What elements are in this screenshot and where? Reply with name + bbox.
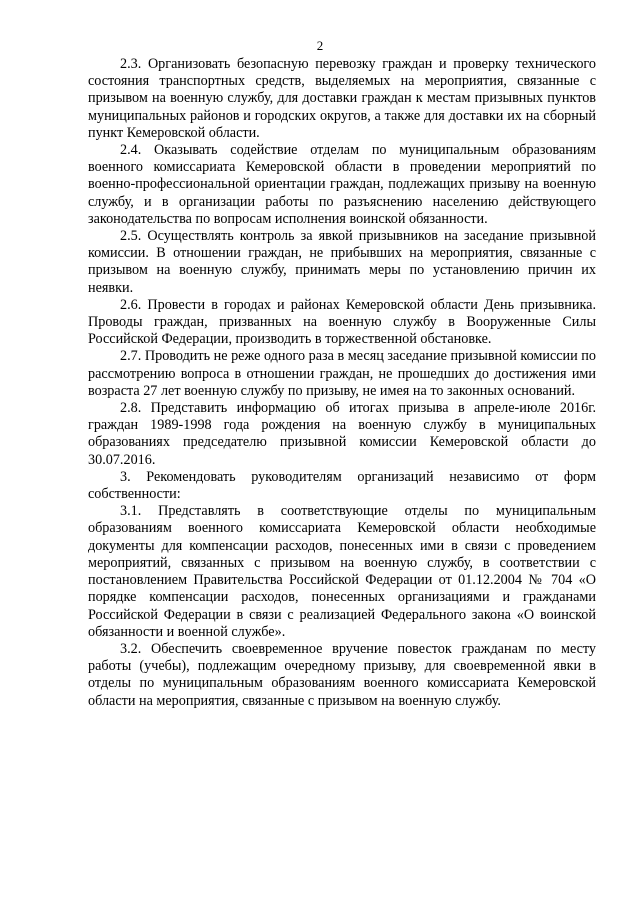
paragraph-2-8: 2.8. Представить информацию об итогах призыва в апреле-июле 2016г. граждан 1989-1998 года рождения на военную службу в муниципальных образованиях председателю призывной комиссии Кемеровской области до 30.07.2016. <box>88 400 596 468</box>
page-number: 2 <box>316 38 324 53</box>
paragraph-2-6: 2.6. Провести в городах и районах Кемеровской области День призывника. Проводы граждан, призванных на военную службу в Вооруженные Силы Российской Федерации, производить в торжественной обстановке. <box>88 296 596 348</box>
paragraph-2-4: 2.4. Оказывать содействие отделам по муниципальным образованиям военного комиссариата Кемеровской области в проведении мероприятий по военно-профессиональной ориентации граждан, подлежащих призыву на военную службу, и в организации работы по разъяснению населению действующего законодательства по вопросам исполнения воинской обязанности. <box>88 142 596 227</box>
paragraph-2-5: 2.5. Осуществлять контроль за явкой призывников на заседание призывной комиссии. В отношении граждан, не прибывших на мероприятия, связанные с призывом на военную службу, принимать меры по установлению причин их неявки. <box>88 228 596 296</box>
document-body <box>88 56 596 710</box>
paragraph-2-3: 2.3. Организовать безопасную перевозку граждан и проверку технического состояния транспортных средств, выделяемых на мероприятия, связанные с призывом на военную службу, для доставки граждан к местам призывных пунктов муниципальных районов и городских округов, а также для доставки их на сборный пункт Кемеровской области. <box>88 56 596 141</box>
paragraph-2-7: 2.7. Проводить не реже одного раза в месяц заседание призывной комиссии по рассмотрению вопроса в отношении граждан, не прошедших до достижения ими возраста 27 лет военную службу по призыву, не имея на то законных оснований. <box>88 348 596 399</box>
paragraph-3: 3. Рекомендовать руководителям организаций независимо от форм собственности: <box>88 468 596 503</box>
paragraph-3-1: 3.1. Представлять в соответствующие отделы по муниципальным образованиям военного комиссариата Кемеровской области необходимые документы для компенсации расходов, понесенных ими в связи с проведением мероприятий, связанных с призывом на военную службу, в соответствии с постановлением Правительства Российской Федерации от 01.12.2004 № 704 «О порядке компенсации расходов, понесенных организациями и гражданами Российской Федерации в связи с реализацией Федерального закона «О воинской обязанности и военной службе». <box>88 503 596 640</box>
paragraph-3-2: 3.2. Обеспечить своевременное вручение повесток гражданам по месту работы (учебы), подлежащим очередному призыву, для своевременной явки в отделы по муниципальным образованиям военного комиссариата Кемеровской области на мероприятия, связанные с призывом на военную службу. <box>88 640 596 709</box>
